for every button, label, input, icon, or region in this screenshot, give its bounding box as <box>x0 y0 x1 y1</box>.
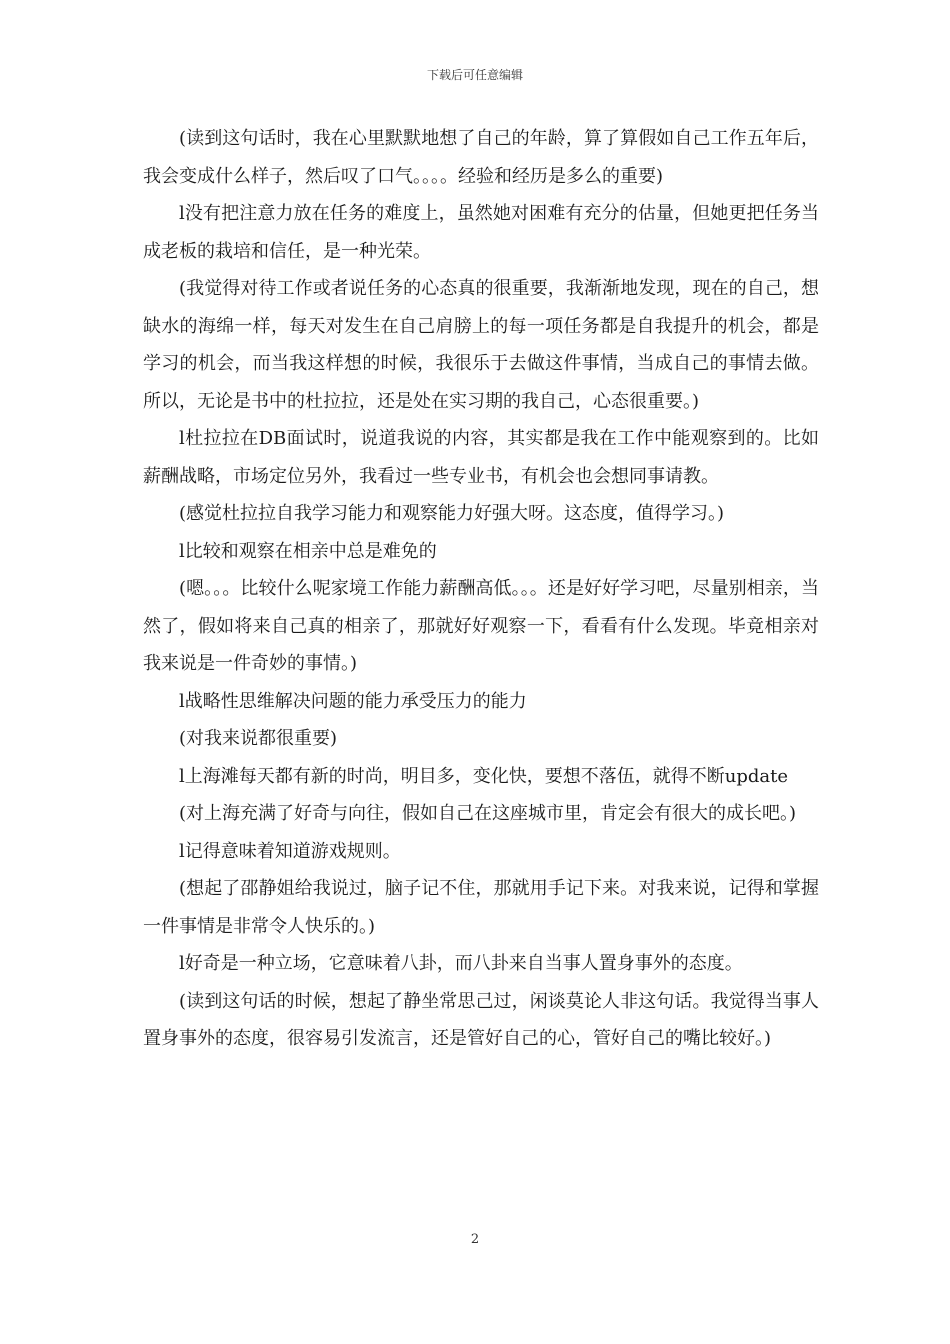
paragraph-quote: l杜拉拉在DB面试时，说道我说的内容，其实都是我在工作中能观察到的。比如薪酬战略，市场定位另外，我看过一些专业书，有机会也会想同事请教。 <box>143 428 819 487</box>
paragraph-quote: l好奇是一种立场，它意味着八卦，而八卦来自当事人置身事外的态度。 <box>179 953 743 974</box>
page-header-note: 下载后可任意编辑 <box>426 68 523 82</box>
paragraph-reflection: (感觉杜拉拉自我学习能力和观察能力好强大呀。这态度，值得学习。) <box>179 503 725 524</box>
document-body <box>143 120 819 1058</box>
page-number: 2 <box>470 1232 480 1247</box>
paragraph-reflection: (读到这句话的时候，想起了静坐常思己过，闲谈莫论人非这句话。我觉得当事人置身事外的态度，很容易引发流言，还是管好自己的心，管好自己的嘴比较好。) <box>143 990 819 1049</box>
paragraph-reflection: (嗯。。。比较什么呢家境工作能力薪酬高低。。。还是好好学习吧，尽量别相亲，当然了，假如将来自己真的相亲了，那就好好观察一下，看看有什么发现。毕竟相亲对我来说是一件奇妙的事情。) <box>143 578 819 674</box>
paragraph-quote: l上海滩每天都有新的时尚，明目多，变化快，要想不落伍，就得不断update <box>179 765 789 787</box>
paragraph-reflection: (我觉得对待工作或者说任务的心态真的很重要，我渐渐地发现，现在的自己，想缺水的海绵一样，每天对发生在自己肩膀上的每一项任务都是自我提升的机会，都是学习的机会，而当我这样想的时候，我很乐于去做这件事情，当成自己的事情去做。所以，无论是书中的杜拉拉，还是处在实习期的我自己，心态很重要。) <box>143 278 819 412</box>
paragraph-quote: l记得意味着知道游戏规则。 <box>179 840 401 862</box>
paragraph-reflection: (对上海充满了好奇与向往，假如自己在这座城市里，肯定会有很大的成长吧。) <box>179 803 797 824</box>
paragraph-quote: l战略性思维解决问题的能力承受压力的能力 <box>179 690 527 712</box>
paragraph-reflection: (读到这句话时，我在心里默默地想了自己的年龄，算了算假如自己工作五年后，我会变成什么样子，然后叹了口气。。。。经验和经历是多么的重要) <box>143 128 819 187</box>
paragraph-quote: l比较和观察在相亲中总是难免的 <box>179 540 437 562</box>
paragraph-quote: l没有把注意力放在任务的难度上，虽然她对困难有充分的估量，但她更把任务当成老板的栽培和信任，是一种光荣。 <box>143 203 819 262</box>
paragraph-reflection: (想起了邵静姐给我说过，脑子记不住，那就用手记下来。对我来说，记得和掌握一件事情是非常令人快乐的。) <box>143 878 819 937</box>
paragraph-reflection: (对我来说都很重要) <box>179 728 338 749</box>
